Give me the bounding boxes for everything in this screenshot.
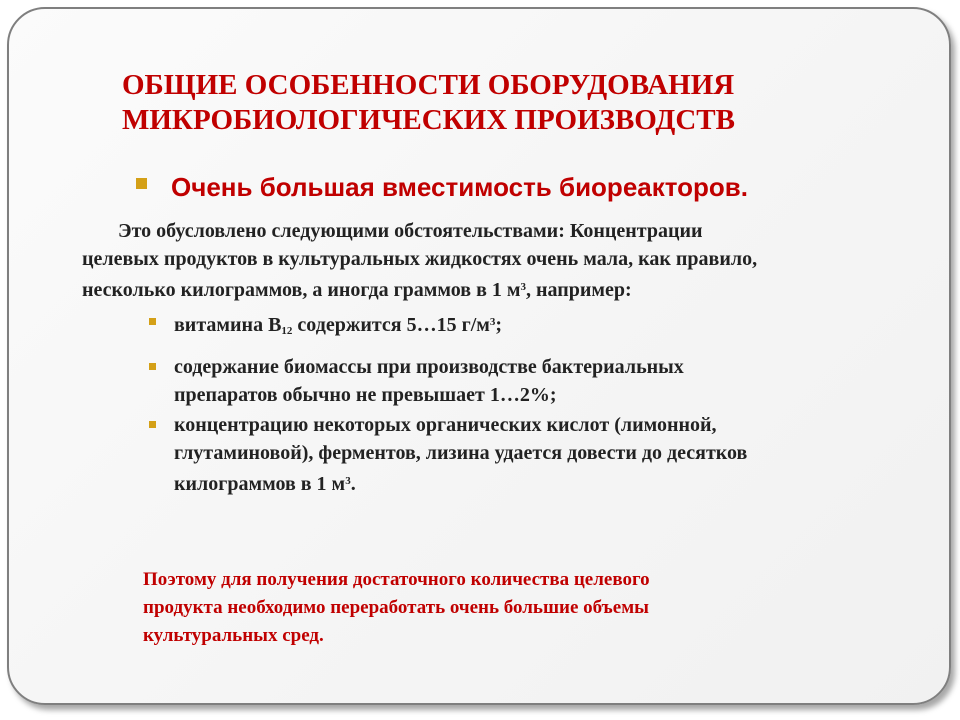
square-bullet-icon: [149, 318, 156, 325]
conclusion-line-3: культуральных сред.: [143, 625, 324, 646]
slide-title: [122, 68, 882, 138]
main-point-text: Очень большая вместимость биореакторов.: [171, 172, 748, 202]
paragraph-line-3-text: несколько килограммов, а иногда граммов в 1 м: [82, 279, 521, 301]
examples-list: [148, 308, 908, 498]
cubic-superscript: 3: [345, 475, 351, 487]
conclusion-line-1: Поэтому для получения достаточного количества целевого: [143, 569, 650, 590]
list-item-biomass: [148, 353, 908, 409]
title-line-1: ОБЩИЕ ОСОБЕННОСТИ ОБОРУДОВАНИЯ: [122, 69, 735, 101]
vitamin-text-end: ;: [495, 314, 503, 336]
square-bullet-icon: [136, 178, 147, 189]
list-item-vitamin-text: [174, 308, 908, 345]
list-item-acids: [148, 411, 908, 498]
paragraph-line-2: целевых продуктов в культуральных жидкостях очень мала, как правило,: [82, 248, 758, 270]
title-line-2: МИКРОБИОЛОГИЧЕСКИХ ПРОИЗВОДСТВ: [122, 104, 735, 136]
acids-line-3-text: килограммов в 1 м: [174, 473, 346, 495]
main-point: [136, 172, 896, 202]
vitamin-subscript: 12: [281, 325, 293, 337]
acids-line-3: [174, 467, 908, 498]
cubic-superscript: 3: [520, 281, 526, 293]
vitamin-text-start: витамина В: [174, 314, 282, 336]
paragraph-line-1: Это обусловлено следующими обстоятельствами: Концентрации: [118, 220, 703, 242]
acids-line-2: глутаминовой), ферментов, лизина удается довести до десятков: [174, 442, 748, 464]
square-bullet-icon: [149, 421, 156, 428]
biomass-line-1: содержание биомассы при производстве бактериальных: [174, 356, 684, 378]
cubic-superscript: 3: [489, 316, 496, 328]
acids-line-3-end: .: [350, 473, 356, 495]
biomass-line-2: препаратов обычно не превышает 1…2%;: [174, 384, 557, 406]
vitamin-text-middle: содержится 5…15 г/м: [292, 314, 490, 336]
conclusion-text: [143, 566, 843, 650]
intro-paragraph: [82, 217, 902, 304]
paragraph-line-3-end: , например:: [526, 279, 632, 301]
conclusion-line-2: продукта необходимо переработать очень большие объемы: [143, 597, 649, 618]
acids-line-1: концентрацию некоторых органических кислот (лимонной,: [174, 414, 717, 436]
square-bullet-icon: [149, 363, 156, 370]
list-item-vitamin: [148, 308, 908, 345]
paragraph-line-3: [82, 273, 902, 304]
